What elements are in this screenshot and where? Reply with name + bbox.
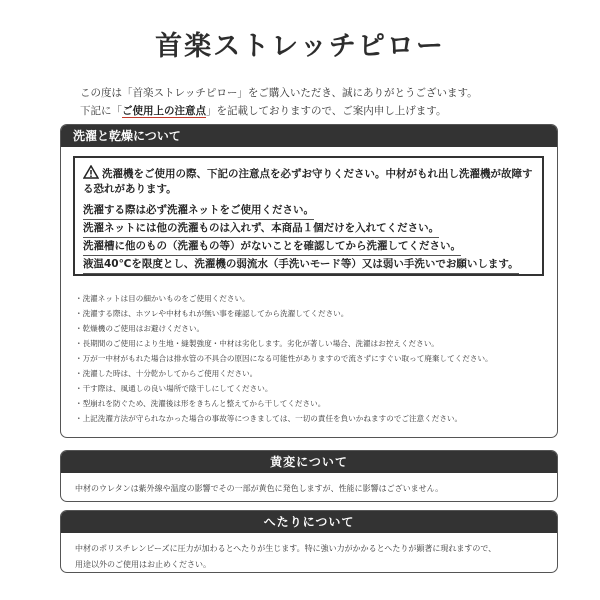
warning-line: 洗濯ネットには他の洗濯ものは入れず、本商品１個だけを入れてください。 <box>83 220 439 238</box>
wash-notes <box>75 291 553 426</box>
yellowing-heading: 黄変について <box>61 451 557 473</box>
note-item: ・乾燥機のご使用はお避けください。 <box>75 324 205 333</box>
warning-line: 洗濯する際は必ず洗濯ネットをご使用ください。 <box>83 202 314 220</box>
wash-heading: 洗濯と乾燥について <box>61 125 557 147</box>
note-item: ・洗濯した時は、十分乾かしてからご使用ください。 <box>75 369 258 378</box>
flattening-section <box>60 510 558 573</box>
wash-section <box>60 124 558 438</box>
flattening-heading: へたりについて <box>61 511 557 533</box>
intro-text <box>80 84 478 120</box>
intro-line-2-prefix: 下記に「 <box>80 105 122 117</box>
warning-lead <box>83 165 538 197</box>
note-item: ・上記洗濯方法が守られなかった場合の事故等につきましては、一切の責任を負いかねますのでご注意ください。 <box>75 414 463 423</box>
warning-lead-text: 洗濯機をご使用の際、下記の注意点を必ずお守りください。中材がもれ出し洗濯機が故障する恐れがあります。 <box>83 168 533 195</box>
flattening-body <box>61 533 557 573</box>
intro-line-1: この度は「首楽ストレッチピロー」をご購入いただき、誠にありがとうございます。 <box>80 87 478 99</box>
note-item: ・洗濯する際は、ホツレや中材もれが無い事を確認してから洗濯してください。 <box>75 309 349 318</box>
yellowing-body: 中材のウレタンは紫外線や温度の影響でその一部が黄色に発色しますが、性能に影響はございません。 <box>75 484 444 493</box>
warning-box <box>73 156 544 276</box>
note-item: ・干す際は、風通しの良い場所で陰干しにしてください。 <box>75 384 273 393</box>
warning-lines <box>83 202 519 274</box>
flattening-body-line: 中材のポリスチレンビーズに圧力が加わるとへたりが生じます。特に強い力がかかるとへたりが顕著に現れますので、 <box>75 544 497 553</box>
note-item: ・洗濯ネットは目の細かいものをご使用ください。 <box>75 294 250 303</box>
warning-line: 液温40℃を限度とし、洗濯機の弱流水（手洗いモード等）又は弱い手洗いでお願いします。 <box>83 256 519 274</box>
flattening-body-line: 用途以外のご使用はお止めください。 <box>75 560 211 569</box>
note-item: ・長期間のご使用により生地・縫製強度・中材は劣化します。劣化が著しい場合、洗濯はお控えください。 <box>75 339 439 348</box>
intro-line-2 <box>80 102 478 120</box>
intro-line-2-suffix: 」を記載しておりますので、ご案内申し上げます。 <box>206 105 447 117</box>
yellowing-section <box>60 450 558 502</box>
page-title: 首楽ストレッチピロー <box>155 31 445 62</box>
note-item: ・万が一中材がもれた場合は排水管の不具合の原因になる可能性がありますので流さずにすぐい取って廃棄してください。 <box>75 354 493 363</box>
intro-highlight: ご使用上の注意点 <box>122 105 206 117</box>
note-item: ・型崩れを防ぐため、洗濯後は形をきちんと整えてから干してください。 <box>75 399 326 408</box>
warning-line: 洗濯槽に他のもの（洗濯もの等）がないことを確認してから洗濯してください。 <box>83 238 461 256</box>
warning-triangle-icon <box>83 165 99 179</box>
